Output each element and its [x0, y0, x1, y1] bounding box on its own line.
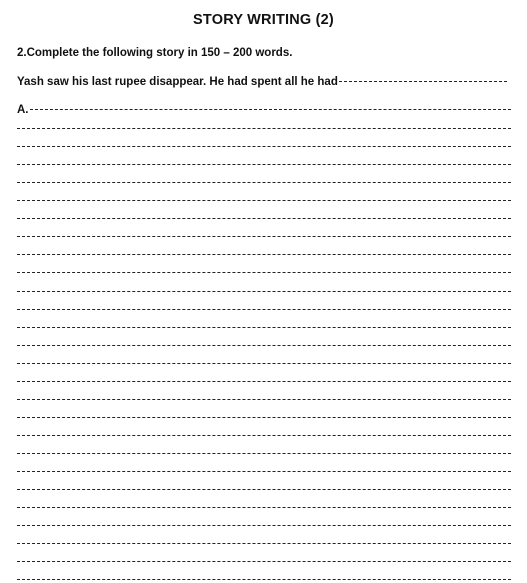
writing-line[interactable] [17, 453, 511, 454]
writing-line[interactable] [17, 507, 511, 508]
writing-line[interactable] [17, 579, 511, 580]
writing-line[interactable] [17, 471, 511, 472]
writing-line[interactable] [17, 309, 511, 310]
writing-line[interactable] [17, 128, 511, 129]
writing-lines-area [17, 0, 511, 583]
writing-line[interactable] [17, 236, 511, 237]
writing-line[interactable] [17, 435, 511, 436]
story-start-text: Yash saw his last rupee disappear. He had spent all he had [17, 76, 338, 88]
writing-line[interactable] [17, 399, 511, 400]
writing-line[interactable] [17, 254, 511, 255]
writing-line[interactable] [17, 381, 511, 382]
instruction-text: 2.Complete the following story in 150 – 200 words. [17, 47, 293, 59]
writing-line[interactable] [17, 291, 511, 292]
writing-line[interactable] [17, 146, 511, 147]
writing-line[interactable] [17, 417, 511, 418]
writing-line[interactable] [17, 525, 511, 526]
writing-line[interactable] [17, 363, 511, 364]
writing-line[interactable] [17, 218, 511, 219]
writing-line[interactable] [17, 489, 511, 490]
writing-line[interactable] [17, 200, 511, 201]
writing-line[interactable] [17, 345, 511, 346]
answer-label: A. [17, 104, 29, 116]
writing-line[interactable] [17, 561, 511, 562]
page-title: STORY WRITING (2) [193, 12, 334, 28]
writing-line[interactable] [17, 164, 511, 165]
writing-line[interactable] [17, 543, 511, 544]
writing-line[interactable] [17, 182, 511, 183]
writing-line[interactable] [17, 272, 511, 273]
writing-line[interactable] [17, 327, 511, 328]
